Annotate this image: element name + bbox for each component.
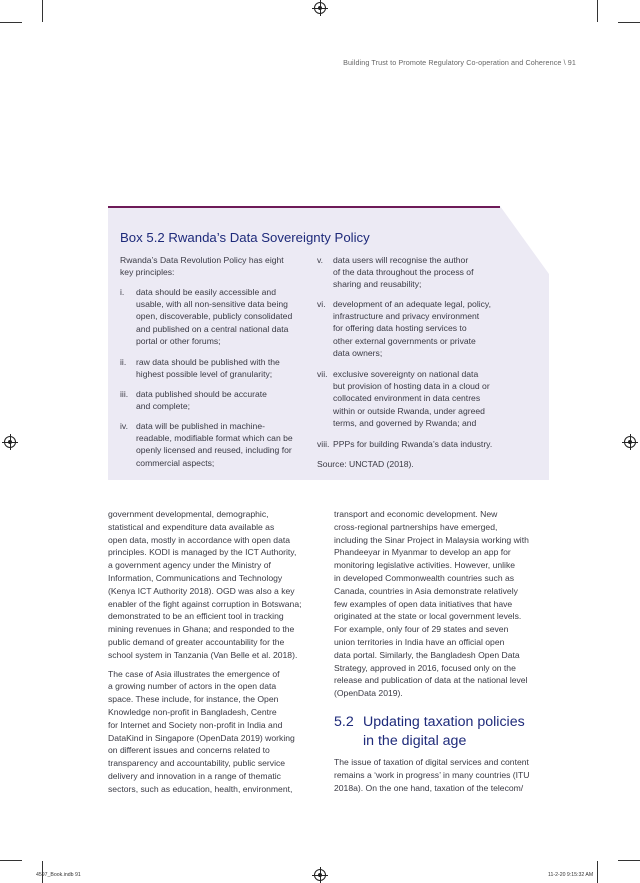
section-number: 5.2 [334,714,354,730]
section-title: Updating taxation policies in the digital age [363,714,525,749]
crop-mark [618,22,640,23]
crop-mark [0,22,22,23]
list-item-number: i. [120,287,125,297]
list-item-number: viii. [317,439,330,449]
box-source: Source: UNCTAD (2018). [317,459,414,469]
list-item-text: data will be published in machine- readable, modifiable format which can be openly licensed and reused, including for commercial aspects; [136,421,293,468]
box-corner-cut [500,206,549,274]
crop-mark [597,861,598,883]
registration-mark-icon [314,2,326,14]
registration-mark-icon [4,436,16,448]
slug-left: 4597_Book.indb 91 [36,872,81,878]
list-item-number: iv. [120,421,128,431]
list-item-text: exclusive sovereignty on national data but provision of hosting data in a cloud or collocated environment in data centres within or outside Rwanda, under agreed terms, and governed by Rwanda; and [333,369,490,428]
crop-mark [597,0,598,22]
list-item-text: data should be easily accessible and usable, with all non-sensitive data being open, discoverable, publicly consolidated and published on a central national data portal or other forums; [136,287,293,346]
running-head: Building Trust to Promote Regulatory Co-operation and Coherence \ 91 [343,58,576,67]
crop-mark [0,860,22,861]
list-item-text: data published should be accurate and complete; [136,389,267,412]
list-item-text: raw data should be published with the highest possible level of granularity; [136,357,280,380]
body-column-left [108,508,326,802]
section-heading [334,713,564,753]
crop-mark [618,860,640,861]
list-item-text: PPPs for building Rwanda’s data industry. [333,439,493,449]
list-item-number: iii. [120,389,129,399]
list-item-text: data users will recognise the author of the data throughout the process of sharing and reusability; [333,255,474,290]
slug-right: 11-2-20 9:15:32 AM [548,872,594,878]
list-item-number: ii. [120,357,127,367]
paragraph: The case of Asia illustrates the emergence of a growing number of actors in the open data space. These include, for instance, the Open Knowledge non-profit in Bangladesh, Centre for Internet and Society non-profit in India and DataKind in Singapore (OpenData 2019) working on different issues and concerns related to transparency and accountability, public service delivery and innovation in a range of thematic sectors, such as education, health, environment, [108,668,295,794]
box-intro: Rwanda’s Data Revolution Policy has eight key principles: [120,255,284,278]
list-item-number: v. [317,255,324,265]
registration-mark-icon [624,436,636,448]
crop-mark [42,0,43,22]
box-top-rule [108,206,500,208]
paragraph: transport and economic development. New cross-regional partnerships have emerged, including the Sinar Project in Malaysia working with Phandeeyar in Myanmar to develop an app for monitoring legislative activities. However, unlike in developed Commonwealth countries such as Canada, countries in Asia demonstrate relatively few examples of open data initiatives that have originated at the state or local government levels. For example, only four of 29 states and seven union territories in India have an official open data portal. Similarly, the Bangladesh Open Data Strategy, approved in 2016, focused only on the release and publication of data at the national level (OpenData 2019). [334,509,529,699]
registration-mark-icon [314,869,326,881]
body-column-right [334,508,554,706]
list-item-text: development of an adequate legal, policy, infrastructure and privacy environment for offering data hosting services to other external governments or private data owners; [333,299,491,358]
list-item-number: vii. [317,369,328,379]
list-item-number: vi. [317,299,326,309]
section-paragraph: The issue of taxation of digital services and content remains a ‘work in progress’ in many countries (ITU 2018a). On the one hand, taxation of the telecom/ [334,757,530,793]
paragraph: government developmental, demographic, statistical and expenditure data available as open data, mostly in accordance with open data principles. KODI is managed by the ICT Authority, a government agency under the Ministry of Information, Communications and Technology (Kenya ICT Authority 2018). OGD was also a key enabler of the fight against corruption in Botswana; demonstrated to be an efficient tool in tracking mining revenues in Ghana; and responded to the public demand of greater accountability for the school system in Tanzania (Van Belle et al. 2018). [108,509,302,660]
box-title: Box 5.2 Rwanda’s Data Sovereignty Policy [120,230,370,245]
